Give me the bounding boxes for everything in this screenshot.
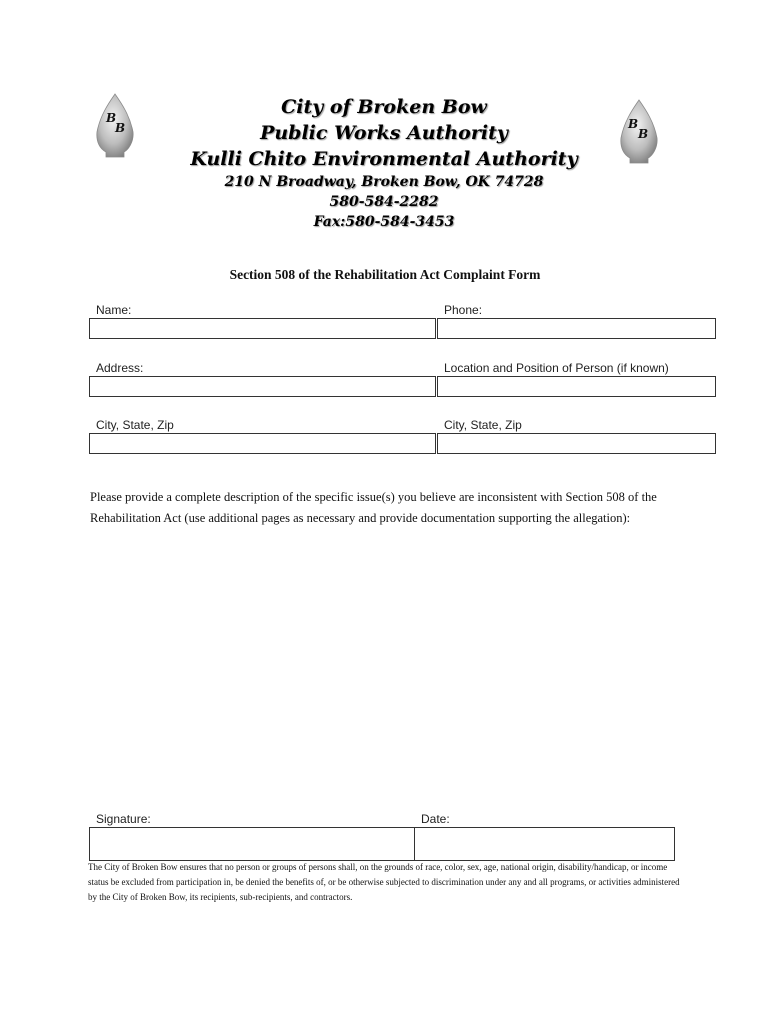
date-label: Date: [421, 812, 450, 826]
name-label: Name: [96, 303, 132, 317]
arrowhead-logo-icon [94, 92, 136, 158]
description-instructions: Please provide a complete description of the specific issue(s) you believe are inconsistent with Section 508 of the Rehabilitation Act (use additional pages as necessary and provide documentation supporting the allegation): [90, 490, 657, 525]
logo-letter: B [628, 117, 639, 131]
address-field[interactable] [89, 376, 436, 397]
arrowhead-logo-right [618, 98, 660, 164]
org-address: 210 N Broadway, Broken Bow, OK 74728 [224, 174, 544, 190]
letterhead [150, 94, 618, 232]
logo-letter: B [106, 111, 117, 125]
logo-letter: B [638, 127, 649, 141]
org-fax: Fax:580-584-3453 [313, 214, 455, 230]
date-field[interactable] [414, 827, 675, 861]
name-field[interactable] [89, 318, 436, 339]
logo-letter: B [115, 121, 126, 135]
address-label: Address: [96, 361, 144, 375]
non-discrimination-statement: The City of Broken Bow ensures that no person or groups of persons shall, on the grounds of race, color, sex, age, national origin, disability/handicap, or income status be excluded from participation in, be denied the benefits of, or be otherwise subjected to discrimination under any and all programs, or activities administered by the City of Broken Bow, its recipients, sub-recipients, and contractors. [88, 862, 680, 902]
org-subname: Public Works Authority [260, 122, 508, 144]
phone-field[interactable] [437, 318, 716, 339]
org-phone: 580-584-2282 [329, 194, 439, 210]
arrowhead-logo-left [94, 92, 136, 158]
description-area[interactable] [90, 550, 680, 800]
org-environmental: Kulli Chito Environmental Authority [190, 148, 578, 170]
city-state-zip-label-right: City, State, Zip [444, 418, 522, 432]
city-state-zip-field[interactable] [89, 433, 436, 454]
signature-label: Signature: [96, 812, 151, 826]
arrowhead-logo-icon [618, 98, 660, 164]
phone-label: Phone: [444, 303, 483, 317]
city-state-zip-label: City, State, Zip [96, 418, 174, 432]
location-label: Location and Position of Person (if known) [444, 361, 669, 375]
form-title: Section 508 of the Rehabilitation Act Complaint Form [229, 267, 541, 282]
org-name: City of Broken Bow [281, 96, 487, 118]
signature-field[interactable] [89, 827, 416, 861]
city-state-zip-field-right[interactable] [437, 433, 716, 454]
location-field[interactable] [437, 376, 716, 397]
